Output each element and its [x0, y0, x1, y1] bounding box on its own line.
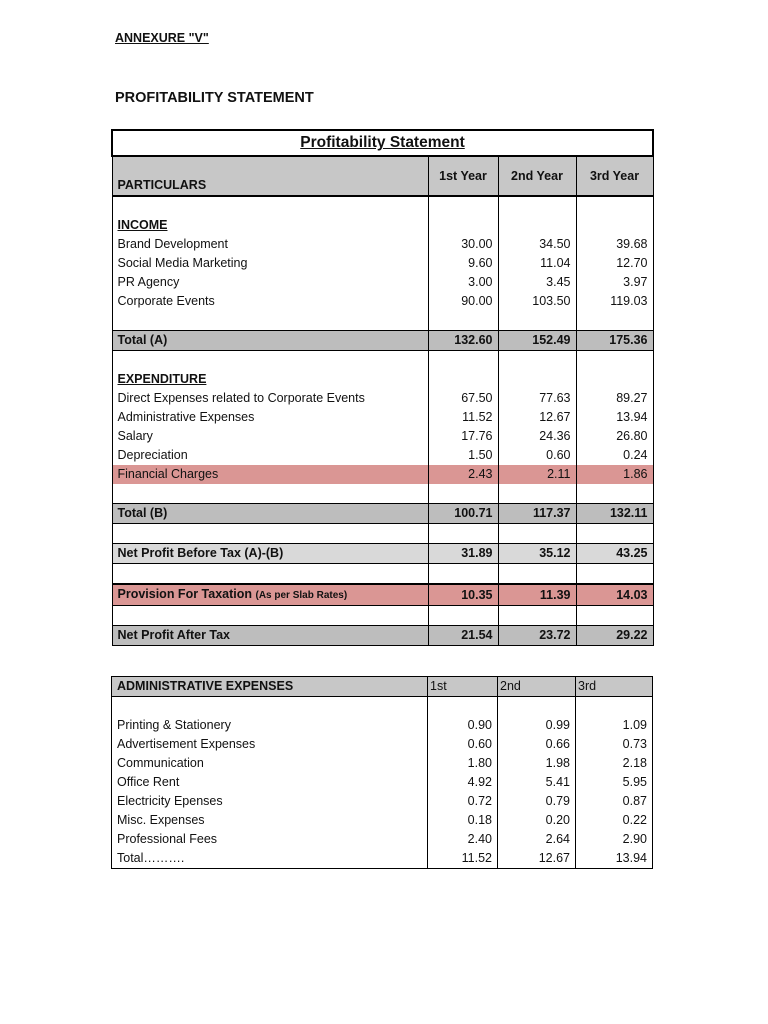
table-header-row — [112, 156, 653, 196]
spacer-row — [112, 196, 653, 216]
npbt-label: Net Profit Before Tax (A)-(B) — [112, 544, 428, 564]
row-label: Administrative Expenses — [112, 408, 428, 427]
table-row — [112, 292, 653, 311]
value-cell: 12.67 — [498, 408, 576, 427]
value-cell: 119.03 — [576, 292, 653, 311]
value-cell: 0.60 — [428, 735, 498, 754]
value-cell: 2.11 — [498, 465, 576, 484]
admin-year-3-header: 3rd — [576, 677, 653, 697]
table-row — [112, 811, 653, 830]
tax-value: 10.35 — [428, 584, 498, 606]
value-cell: 77.63 — [498, 389, 576, 408]
admin-total-value: 13.94 — [576, 849, 653, 869]
value-cell: 11.04 — [498, 254, 576, 273]
value-cell: 103.50 — [498, 292, 576, 311]
total-a-value: 175.36 — [576, 331, 653, 351]
particulars-header: PARTICULARS — [112, 156, 428, 196]
annexure-label: ANNEXURE "V" — [115, 31, 209, 45]
table-row — [112, 389, 653, 408]
admin-header-row — [112, 677, 653, 697]
total-b-value: 100.71 — [428, 504, 498, 524]
npat-label: Net Profit After Tax — [112, 626, 428, 646]
value-cell: 2.43 — [428, 465, 498, 484]
spacer-row — [112, 697, 653, 717]
value-cell: 4.92 — [428, 773, 498, 792]
total-a-row — [112, 331, 653, 351]
value-cell: 0.87 — [576, 792, 653, 811]
table-row — [112, 792, 653, 811]
spacer-row — [112, 564, 653, 585]
value-cell: 0.90 — [428, 716, 498, 735]
value-cell: 0.20 — [498, 811, 576, 830]
row-label: Brand Development — [112, 235, 428, 254]
spacer-row — [112, 351, 653, 371]
value-cell: 13.94 — [576, 408, 653, 427]
total-a-label: Total (A) — [112, 331, 428, 351]
value-cell: 5.95 — [576, 773, 653, 792]
value-cell: 39.68 — [576, 235, 653, 254]
value-cell: 1.50 — [428, 446, 498, 465]
value-cell: 0.60 — [498, 446, 576, 465]
row-label: Financial Charges — [112, 465, 428, 484]
row-label: Communication — [112, 754, 428, 773]
value-cell: 0.66 — [498, 735, 576, 754]
value-cell: 2.18 — [576, 754, 653, 773]
table-row — [112, 408, 653, 427]
table-row — [112, 254, 653, 273]
value-cell: 0.73 — [576, 735, 653, 754]
table-row — [112, 446, 653, 465]
total-a-value: 152.49 — [498, 331, 576, 351]
value-cell: 1.98 — [498, 754, 576, 773]
value-cell: 1.09 — [576, 716, 653, 735]
value-cell: 89.27 — [576, 389, 653, 408]
table-row — [112, 735, 653, 754]
value-cell: 0.18 — [428, 811, 498, 830]
total-b-label: Total (B) — [112, 504, 428, 524]
admin-heading: ADMINISTRATIVE EXPENSES — [112, 677, 428, 697]
value-cell: 1.86 — [576, 465, 653, 484]
expenditure-heading-row — [112, 370, 653, 389]
admin-total-row — [112, 849, 653, 869]
row-label: PR Agency — [112, 273, 428, 292]
value-cell: 3.45 — [498, 273, 576, 292]
tax-value: 14.03 — [576, 584, 653, 606]
row-label: Office Rent — [112, 773, 428, 792]
value-cell: 26.80 — [576, 427, 653, 446]
value-cell: 17.76 — [428, 427, 498, 446]
row-label: Misc. Expenses — [112, 811, 428, 830]
admin-total-label: Total………. — [112, 849, 428, 869]
profitability-table — [111, 129, 654, 646]
value-cell: 9.60 — [428, 254, 498, 273]
admin-total-value: 11.52 — [428, 849, 498, 869]
table-row — [112, 754, 653, 773]
table-row — [112, 235, 653, 254]
npat-value: 21.54 — [428, 626, 498, 646]
tax-label-text: Provision For Taxation — [117, 587, 253, 601]
value-cell: 0.22 — [576, 811, 653, 830]
row-label: Depreciation — [112, 446, 428, 465]
value-cell: 11.52 — [428, 408, 498, 427]
row-label: Electricity Epenses — [112, 792, 428, 811]
row-label: Professional Fees — [112, 830, 428, 849]
row-label: Advertisement Expenses — [112, 735, 428, 754]
year-2-header: 2nd Year — [498, 156, 576, 196]
income-heading-row — [112, 216, 653, 235]
financial-charges-row — [112, 465, 653, 484]
table-row — [112, 716, 653, 735]
value-cell: 2.90 — [576, 830, 653, 849]
table-title-row — [112, 130, 653, 156]
value-cell: 2.64 — [498, 830, 576, 849]
npat-value: 29.22 — [576, 626, 653, 646]
provision-taxation-row — [112, 584, 653, 606]
row-label: Social Media Marketing — [112, 254, 428, 273]
value-cell: 3.97 — [576, 273, 653, 292]
table-row — [112, 773, 653, 792]
value-cell: 3.00 — [428, 273, 498, 292]
year-3-header: 3rd Year — [576, 156, 653, 196]
table-row — [112, 427, 653, 446]
admin-year-2-header: 2nd — [498, 677, 576, 697]
page-title: PROFITABILITY STATEMENT — [115, 90, 314, 106]
spacer-row — [112, 484, 653, 504]
npbt-value: 35.12 — [498, 544, 576, 564]
value-cell: 24.36 — [498, 427, 576, 446]
net-profit-before-tax-row — [112, 544, 653, 564]
row-label: Printing & Stationery — [112, 716, 428, 735]
value-cell: 0.24 — [576, 446, 653, 465]
value-cell: 12.70 — [576, 254, 653, 273]
row-label: Corporate Events — [112, 292, 428, 311]
tax-label — [112, 584, 428, 606]
value-cell: 0.99 — [498, 716, 576, 735]
value-cell: 1.80 — [428, 754, 498, 773]
table-row — [112, 830, 653, 849]
spacer-row — [112, 311, 653, 331]
value-cell: 34.50 — [498, 235, 576, 254]
total-b-row — [112, 504, 653, 524]
spacer-row — [112, 524, 653, 544]
spacer-row — [112, 606, 653, 626]
admin-year-1-header: 1st — [428, 677, 498, 697]
total-a-value: 132.60 — [428, 331, 498, 351]
tax-value: 11.39 — [498, 584, 576, 606]
admin-expenses-table — [111, 676, 653, 869]
value-cell: 2.40 — [428, 830, 498, 849]
total-b-value: 132.11 — [576, 504, 653, 524]
value-cell: 0.79 — [498, 792, 576, 811]
row-label: Direct Expenses related to Corporate Events — [112, 389, 428, 408]
expenditure-heading: EXPENDITURE — [112, 370, 428, 389]
value-cell: 5.41 — [498, 773, 576, 792]
value-cell: 90.00 — [428, 292, 498, 311]
total-b-value: 117.37 — [498, 504, 576, 524]
year-1-header: 1st Year — [428, 156, 498, 196]
npbt-value: 43.25 — [576, 544, 653, 564]
net-profit-after-tax-row — [112, 626, 653, 646]
value-cell: 67.50 — [428, 389, 498, 408]
value-cell: 0.72 — [428, 792, 498, 811]
npbt-value: 31.89 — [428, 544, 498, 564]
tax-note: (As per Slab Rates) — [255, 590, 348, 601]
income-heading: INCOME — [112, 216, 428, 235]
table-title: Profitability Statement — [112, 130, 653, 156]
row-label: Salary — [112, 427, 428, 446]
admin-total-value: 12.67 — [498, 849, 576, 869]
value-cell: 30.00 — [428, 235, 498, 254]
npat-value: 23.72 — [498, 626, 576, 646]
table-row — [112, 273, 653, 292]
